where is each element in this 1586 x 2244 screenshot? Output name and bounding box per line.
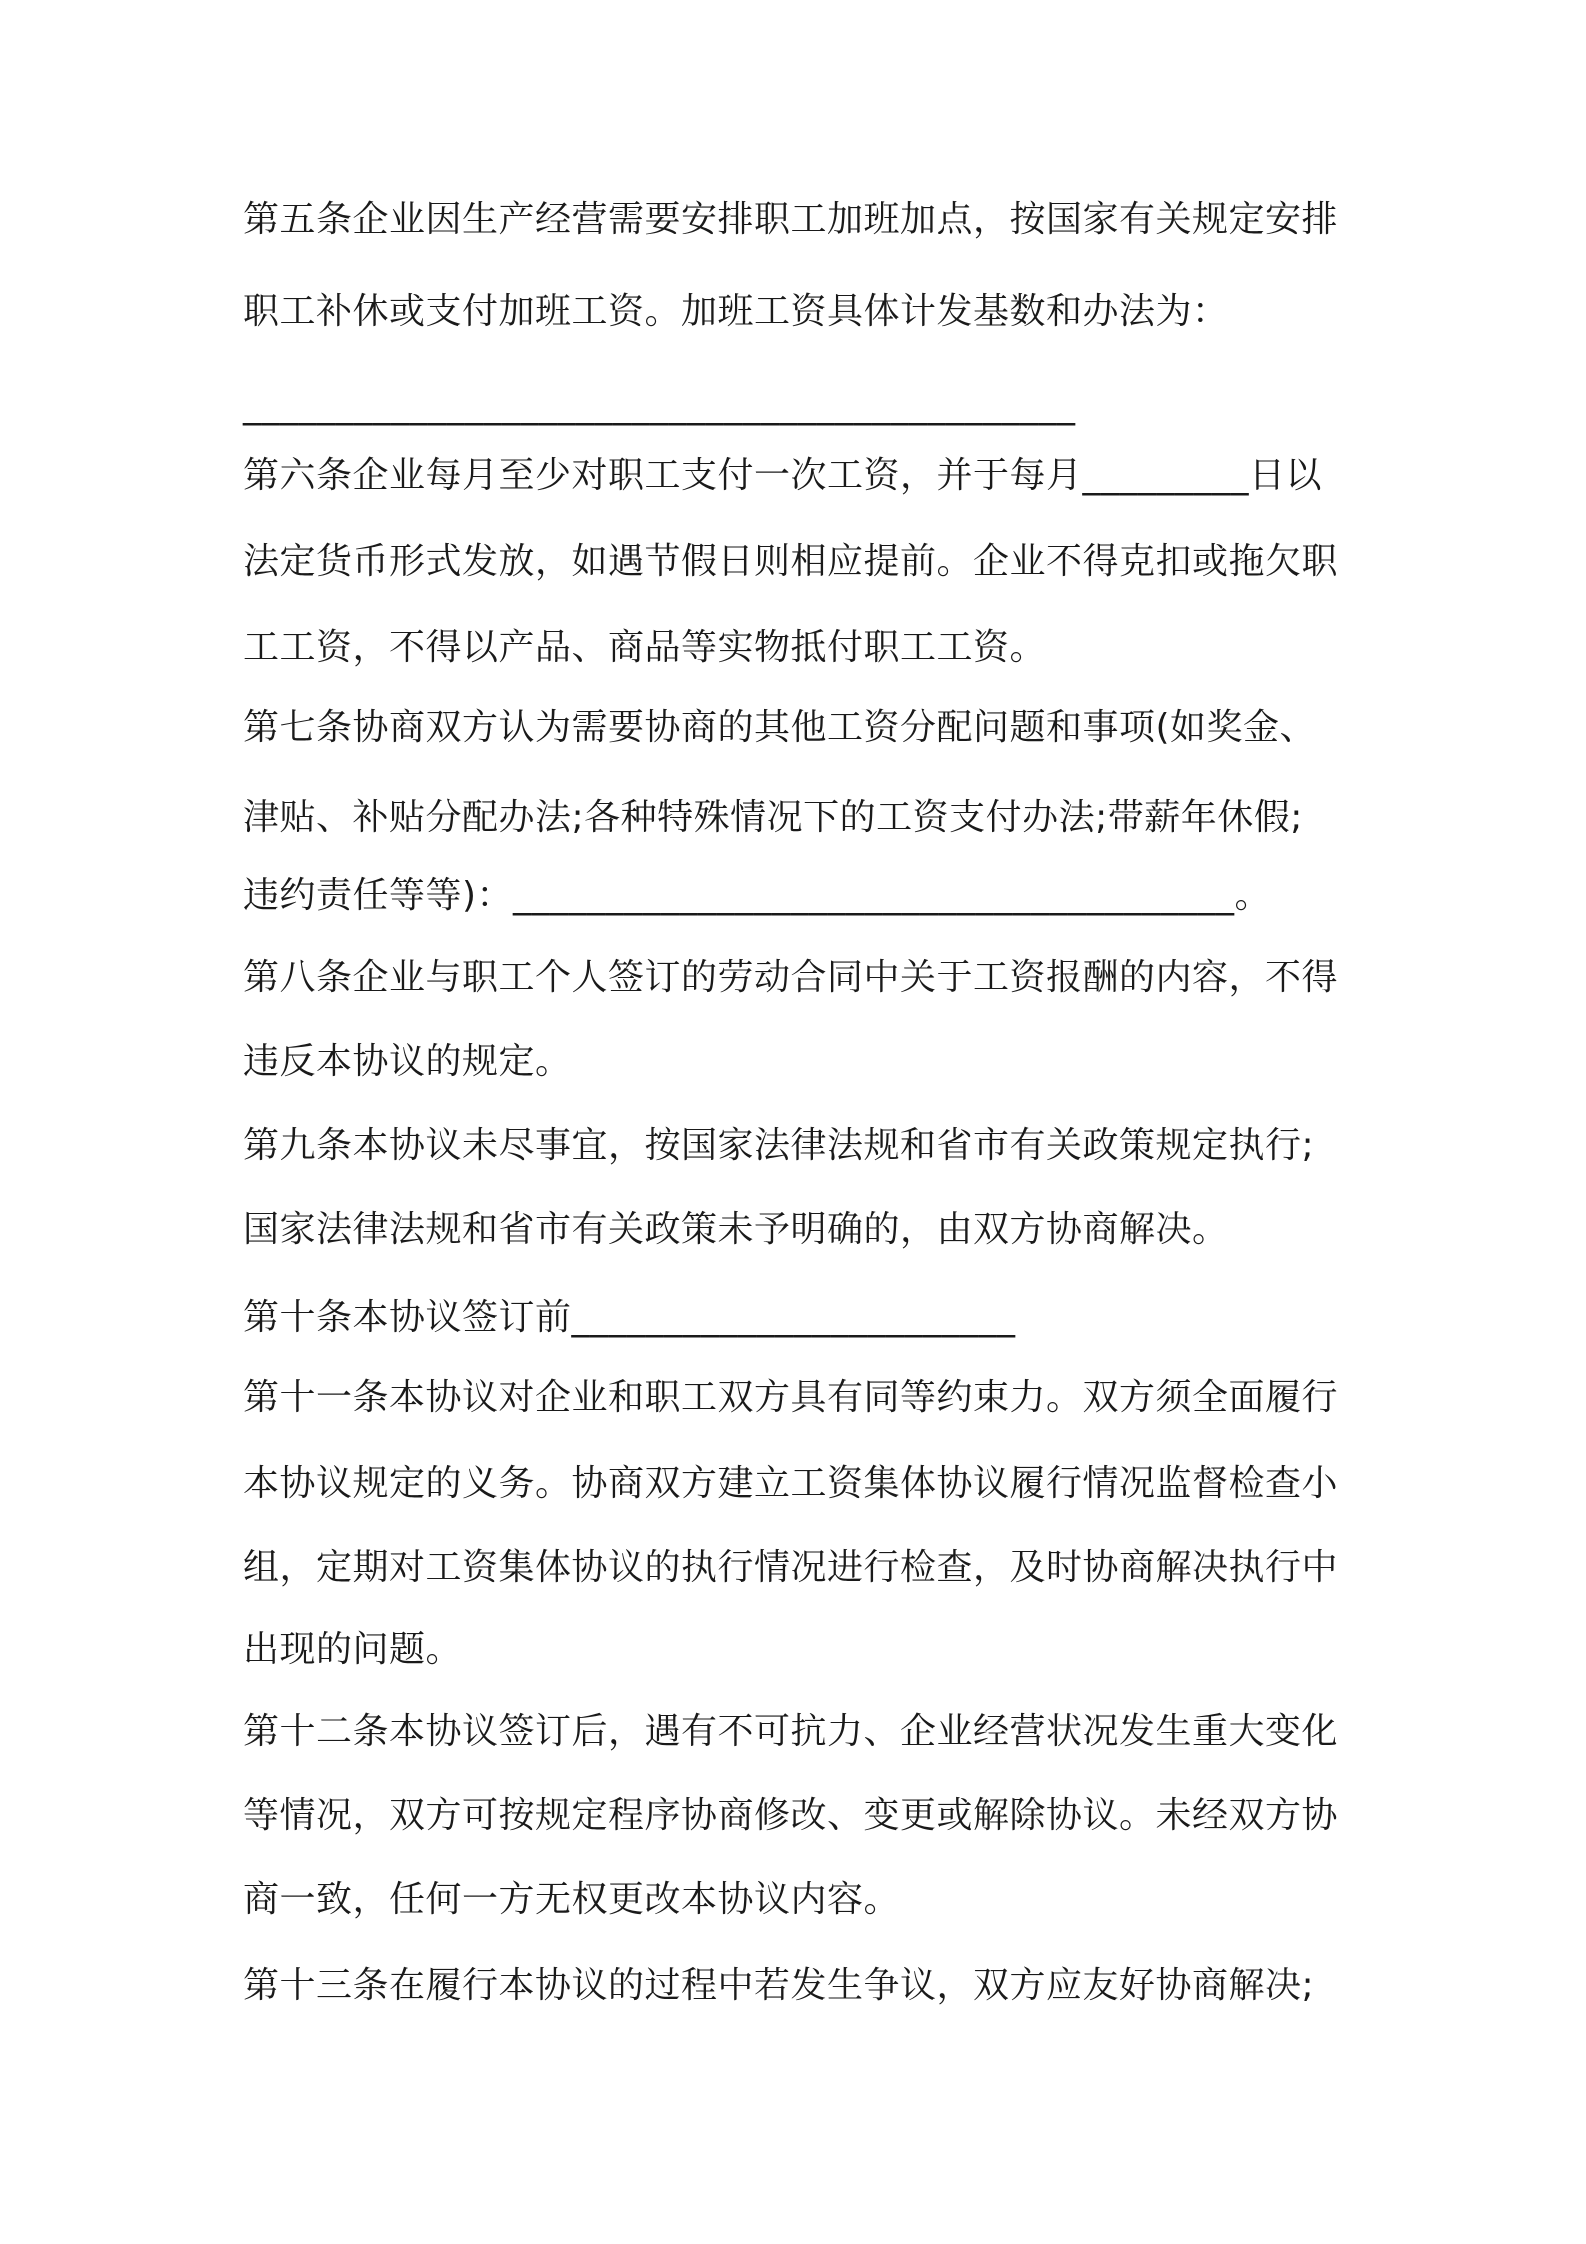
text-line: 第十二条本协议签订后，遇有不可抗力、企业经营状况发生重大变化 [243, 1711, 1339, 1752]
text-line: 等情况，双方可按规定程序协商修改、变更或解除协议。未经双方协 [243, 1795, 1339, 1836]
text-line: 第十条本协议签订前________________________ [243, 1297, 1016, 1338]
text-line: 第十三条在履行本协议的过程中若发生争议，双方应友好协商解决; [243, 1965, 1315, 2006]
text-line: 第十一条本协议对企业和职工双方具有同等约束力。双方须全面履行 [243, 1377, 1339, 1418]
text-line: 津贴、补贴分配办法;各种特殊情况下的工资支付办法;带薪年休假; [243, 797, 1303, 838]
text-line: 第五条企业因生产经营需要安排职工加班加点，按国家有关规定安排 [243, 199, 1339, 240]
text-line: 第六条企业每月至少对职工支付一次工资，并于每月_________日以 [243, 455, 1323, 496]
text-line: 第八条企业与职工个人签订的劳动合同中关于工资报酬的内容，不得 [243, 957, 1339, 998]
text-line: 第九条本协议未尽事宜，按国家法律法规和省市有关政策规定执行; [243, 1125, 1315, 1166]
text-line: 工工资，不得以产品、商品等实物抵付职工工资。 [243, 627, 1047, 668]
blank-fill-line: _____________________________________________ [243, 385, 1076, 426]
text-line: 第七条协商双方认为需要协商的其他工资分配问题和事项(如奖金、 [243, 707, 1317, 748]
text-line: 本协议规定的义务。协商双方建立工资集体协议履行情况监督检查小 [243, 1463, 1339, 1504]
text-line: 职工补休或支付加班工资。加班工资具体计发基数和办法为： [243, 291, 1229, 332]
text-line: 违反本协议的规定。 [243, 1041, 572, 1082]
text-line: 出现的问题。 [243, 1629, 463, 1670]
text-line: 国家法律法规和省市有关政策未予明确的，由双方协商解决。 [243, 1209, 1229, 1250]
text-line: 组，定期对工资集体协议的执行情况进行检查，及时协商解决执行中 [243, 1547, 1339, 1588]
text-line: 商一致，任何一方无权更改本协议内容。 [243, 1879, 901, 1920]
text-line: 违约责任等等)：_______________________________________。 [243, 875, 1272, 916]
text-line: 法定货币形式发放，如遇节假日则相应提前。企业不得克扣或拖欠职 [243, 541, 1339, 582]
